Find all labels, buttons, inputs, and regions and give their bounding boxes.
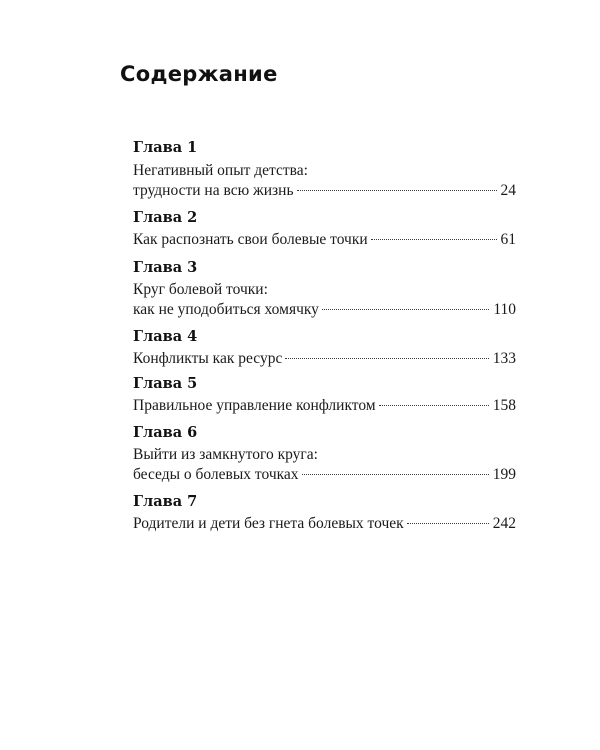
chapter-title-line: [133, 280, 516, 300]
chapter-title-line: [133, 445, 516, 465]
chapter-title-text: Круг болевой точки:: [133, 281, 268, 298]
chapter-label: Глава 1: [133, 139, 198, 156]
chapter-title-line: [133, 161, 516, 181]
page-number: 61: [500, 231, 516, 248]
chapter-title-text: Как распознать свои болевые точки: [133, 231, 368, 248]
toc-entry-line: [133, 465, 516, 485]
chapter-title-text: как не уподобиться хомячку: [133, 301, 319, 318]
page-number: 133: [492, 350, 516, 367]
chapter-title-text: Правильное управление конфликтом: [133, 397, 376, 414]
dot-leader: [371, 239, 497, 240]
chapter-title-text: беседы о болевых точках: [133, 466, 299, 483]
toc-entry-line: [133, 230, 516, 250]
chapter-title-text: трудности на всю жизнь: [133, 182, 294, 199]
chapter-title-text: Родители и дети без гнета болевых точек: [133, 515, 404, 532]
toc-entry-line: [133, 300, 516, 320]
dot-leader: [407, 523, 489, 524]
toc-entry-line: [133, 349, 516, 369]
dot-leader: [285, 358, 488, 359]
page-number: 110: [493, 301, 516, 318]
chapter-title-text: Негативный опыт детства:: [133, 162, 308, 179]
toc-entry-line: [133, 396, 516, 416]
dot-leader: [379, 405, 489, 406]
chapter-label: Глава 7: [133, 493, 198, 510]
chapter-label: Глава 4: [133, 328, 198, 345]
page-number: 199: [492, 466, 516, 483]
dot-leader: [297, 190, 497, 191]
page-number: 242: [492, 515, 516, 532]
chapter-label: Глава 3: [133, 259, 198, 276]
chapter-label: Глава 6: [133, 424, 198, 441]
chapter-title-text: Конфликты как ресурс: [133, 350, 283, 367]
dot-leader: [322, 309, 489, 310]
chapter-label: Глава 5: [133, 375, 198, 392]
toc-entry-line: [133, 181, 516, 201]
contents-heading: Содержание: [120, 62, 278, 86]
chapter-label: Глава 2: [133, 209, 198, 226]
page-number: 24: [500, 182, 516, 199]
toc-entry-line: [133, 514, 516, 534]
chapter-title-text: Выйти из замкнутого круга:: [133, 446, 318, 463]
dot-leader: [302, 474, 489, 475]
page-number: 158: [492, 397, 516, 414]
